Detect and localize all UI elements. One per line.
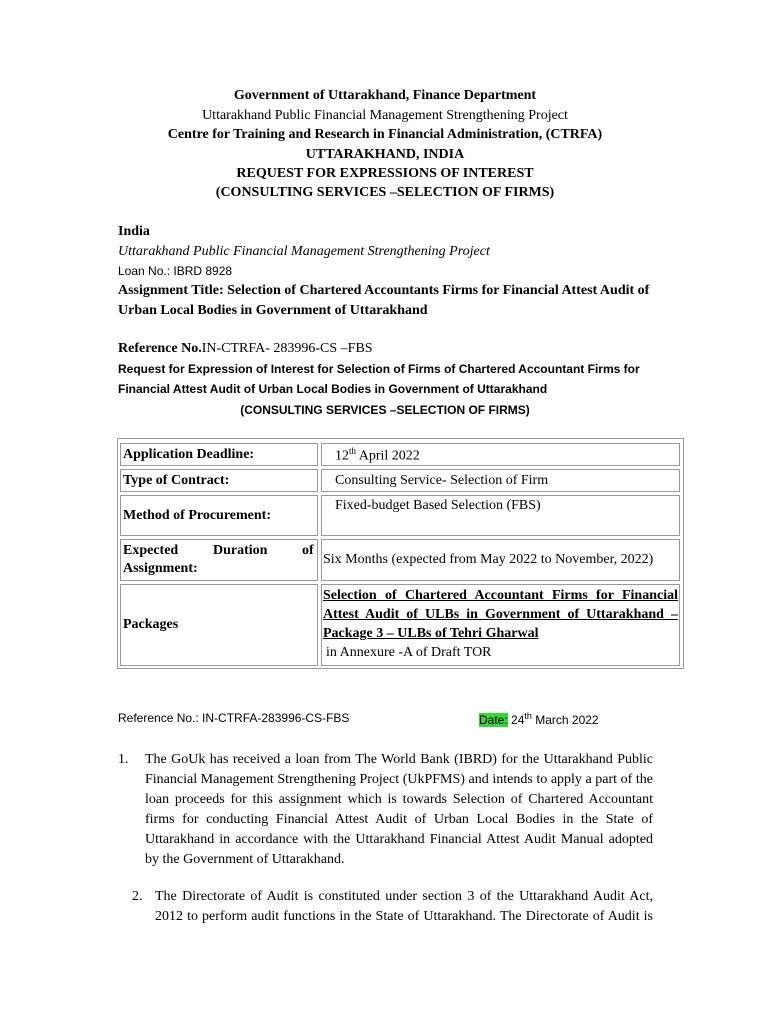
- para1-line6: by the Government of Uttarakhand.: [145, 852, 345, 867]
- duration-word-of: of: [302, 543, 314, 558]
- deadline-label: Application Deadline:: [123, 447, 255, 462]
- duration-word-duration: Duration: [213, 543, 268, 558]
- duration-word-expected: Expected: [123, 543, 179, 558]
- request-line2: Financial Attest Audit of Urban Local Bodies in Government of Uttarakhand: [118, 382, 548, 396]
- duration-label-cell: [120, 539, 318, 581]
- request-line1: Request for Expression of Interest for Selection of Firms of Chartered Accountant Firms for: [118, 362, 640, 376]
- para1-line4: firms for conducting Financial Attest Audit of Urban Local Bodies in the State of: [145, 812, 653, 827]
- packages-line1: Selection of Chartered Accountant Firms for Financial: [323, 588, 678, 603]
- date-label: Date:: [479, 713, 508, 727]
- header-request-title: REQUEST FOR EXPRESSIONS OF INTEREST: [236, 166, 534, 181]
- para1-number: 1.: [118, 752, 129, 767]
- date-rest: March 2022: [531, 713, 599, 727]
- method-label: Method of Procurement:: [123, 508, 271, 523]
- header-government: Government of Uttarakhand, Finance Department: [233, 88, 537, 103]
- contract-label: Type of Contract:: [123, 473, 230, 488]
- reference-number: [118, 341, 373, 357]
- deadline-label-cell: [120, 443, 318, 466]
- date-day: 24: [511, 713, 525, 727]
- contract-value-cell: [321, 469, 680, 492]
- duration-word-assignment: Assignment:: [123, 561, 198, 576]
- para2-number: 2.: [132, 889, 143, 904]
- para1: [145, 750, 653, 870]
- para2-line2: 2012 to perform audit functions in the State of Uttarakhand. The Directorate of Audit is: [155, 909, 653, 924]
- method-value-cell: [321, 495, 680, 536]
- contract-value: Consulting Service- Selection of Firm: [335, 473, 549, 488]
- loan-number: Loan No.: IBRD 8928: [118, 264, 233, 278]
- date-sup: th: [524, 711, 532, 721]
- duration-value-cell: [321, 539, 680, 581]
- header-consulting-services: (CONSULTING SERVICES –SELECTION OF FIRMS): [215, 185, 555, 200]
- reference-label: Reference No.: [118, 341, 202, 356]
- reference-line: Reference No.: IN-CTRFA-283996-CS-FBS: [118, 711, 350, 725]
- packages-label: Packages: [123, 617, 179, 632]
- para2-line1: The Directorate of Audit is constituted under section 3 of the Uttarakhand Audit Act,: [155, 889, 653, 904]
- deadline-value: 12th April 2022: [335, 446, 420, 464]
- para1-line3: loan proceeds for this assignment which is towards Selection of Chartered Accountant: [145, 792, 653, 807]
- assignment-title-line2: Urban Local Bodies in Government of Uttarakhand: [118, 303, 428, 318]
- para2: [155, 887, 653, 927]
- header-location: UTTARAKHAND, INDIA: [305, 147, 465, 162]
- assignment-title-line1: Assignment Title: Selection of Chartered Accountants Firms for Financial Attest Audit of: [118, 283, 650, 298]
- para1-line5: Uttarakhand in accordance with the Uttarakhand Financial Attest Audit Manual adopted: [145, 832, 653, 847]
- para1-line2: Financial Management Strengthening Project (UkPFMS) and intends to apply a part of the: [145, 772, 653, 787]
- packages-line3: Package 3 – ULBs of Tehri Gharwal: [323, 626, 539, 641]
- method-value: Fixed-budget Based Selection (FBS): [335, 498, 541, 513]
- para1-line1: The GoUk has received a loan from The World Bank (IBRD) for the Uttarakhand Public: [145, 752, 653, 767]
- method-label-cell: [120, 495, 318, 536]
- packages-line4: in Annexure -A of Draft TOR: [326, 645, 492, 660]
- header-project: Uttarakhand Public Financial Management Strengthening Project: [202, 108, 568, 123]
- country-label: India: [118, 224, 150, 239]
- project-name: Uttarakhand Public Financial Management Strengthening Project: [118, 244, 490, 259]
- date-line: [479, 711, 599, 727]
- duration-value: Six Months (expected from May 2022 to November, 2022): [323, 552, 654, 567]
- packages-line2: Attest Audit of ULBs in Government of Uttarakhand –: [323, 607, 678, 622]
- deadline-value-cell: [321, 443, 680, 466]
- header-centre: Centre for Training and Research in Financial Administration, (CTRFA): [167, 127, 603, 142]
- request-line3: (CONSULTING SERVICES –SELECTION OF FIRMS): [240, 403, 530, 417]
- reference-value: IN-CTRFA- 283996-CS –FBS: [201, 341, 373, 356]
- contract-label-cell: [120, 469, 318, 492]
- packages-value-cell: [321, 584, 680, 666]
- packages-label-cell: [120, 584, 318, 666]
